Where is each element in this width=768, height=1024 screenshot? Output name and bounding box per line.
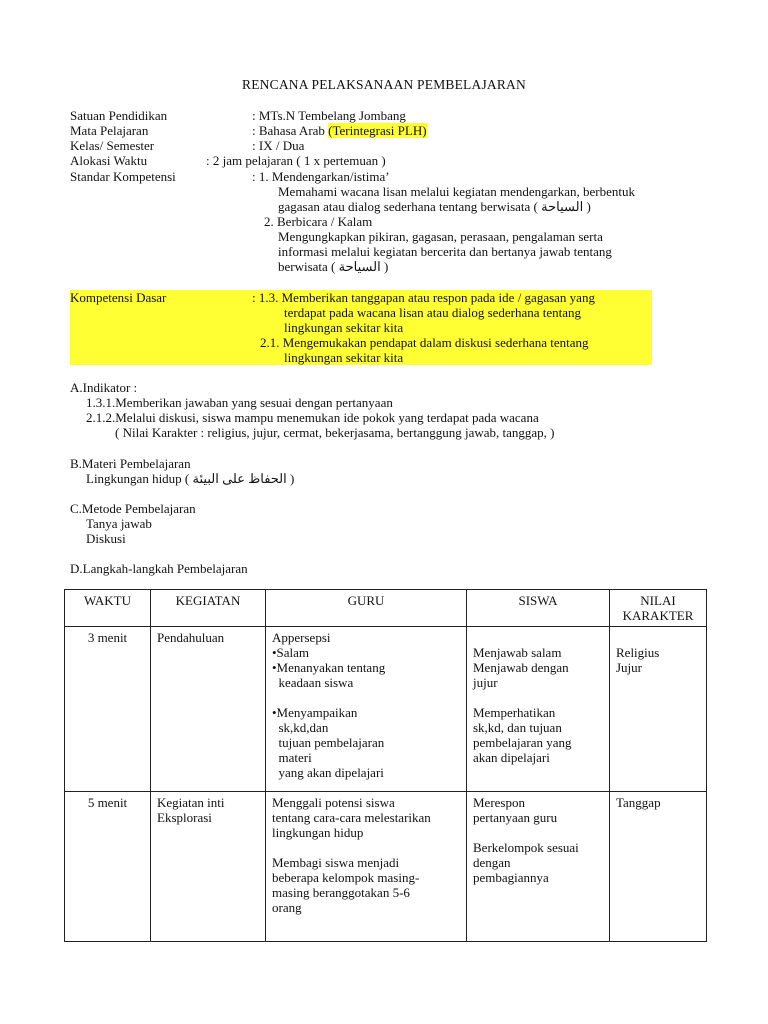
kd1-line: lingkungan sekitar kita (284, 320, 404, 335)
cell-line: Religius (616, 645, 660, 660)
page-title: RENCANA PELAKSANAAN PEMBELAJARAN (242, 77, 526, 92)
cell-line: Menggali potensi siswa (272, 795, 395, 810)
cell-line: lingkungan hidup (272, 825, 364, 840)
cell-line (473, 690, 603, 705)
cell-line: Menjawab dengan (473, 660, 569, 675)
satuan-value: : MTs.N Tembelang Jombang (252, 108, 406, 123)
cell-line: yang akan dipelajari (272, 765, 384, 780)
mapel-text: : Bahasa Arab (252, 123, 329, 138)
sk1-line: gagasan atau dialog sederhana tentang berwisata ( السياحة ) (278, 199, 591, 214)
cell-line: Appersepsi (272, 630, 331, 645)
cell-line: •Salam (272, 645, 310, 660)
metode-item: Tanya jawab (86, 516, 152, 531)
mapel-highlight: (Terintegrasi PLH) (328, 123, 427, 138)
kd2-line: 2.1. Mengemukakan pendapat dalam diskusi sederhana tentang (260, 335, 589, 350)
header-siswa: SISWA (467, 590, 610, 627)
row1-kegiatan: Pendahuluan (151, 627, 266, 792)
cell-line: Menjawab salam (473, 645, 562, 660)
cell-line (473, 825, 603, 840)
header-nilai (610, 590, 707, 627)
langkah-table (64, 589, 707, 942)
table-row (65, 627, 707, 792)
cell-line: tentang cara-cara melestarikan (272, 810, 431, 825)
sk2-line: berwisata ( السياحة ) (278, 259, 389, 274)
indikator-item: 2.1.2.Melalui diskusi, siswa mampu menemukan ide pokok yang terdapat pada wacana (86, 410, 539, 425)
mapel-value (252, 123, 427, 138)
cell-line: Jujur (616, 660, 642, 675)
table-row (65, 792, 707, 942)
satuan-label: Satuan Pendidikan (70, 108, 168, 123)
sk-label: Standar Kompetensi (70, 169, 176, 184)
cell-line: akan dipelajari (473, 750, 550, 765)
indikator-heading: A.Indikator : (70, 380, 138, 395)
table-header-row (65, 590, 707, 627)
mapel-label: Mata Pelajaran (70, 123, 149, 138)
cell-line: •Menyampaikan (272, 705, 358, 720)
cell-line: Berkelompok sesuai (473, 840, 579, 855)
nilai-karakter: ( Nilai Karakter : religius, jujur, cermat, bekerjasama, bertanggung jawab, tanggap, ) (115, 425, 555, 440)
row2-guru (266, 792, 467, 942)
sk2-line: Mengungkapkan pikiran, gagasan, perasaan, pengalaman serta (278, 229, 603, 244)
cell-line (272, 840, 460, 855)
cell-line: beberapa kelompok masing- (272, 870, 420, 885)
cell-line: jujur (473, 675, 498, 690)
cell-line: •Menanyakan tentang (272, 660, 386, 675)
cell-line: dengan (473, 855, 511, 870)
sk2-heading: 2. Berbicara / Kalam (264, 214, 373, 229)
row2-kegiatan (151, 792, 266, 942)
cell-line: materi (272, 750, 312, 765)
cell-line (272, 690, 460, 705)
row1-waktu: 3 menit (65, 627, 151, 792)
row2-siswa (467, 792, 610, 942)
metode-item: Diskusi (86, 531, 126, 546)
kd1-line: : 1.3. Memberikan tanggapan atau respon pada ide / gagasan yang (252, 290, 595, 305)
cell-line (473, 630, 603, 645)
cell-line: masing beranggotakan 5-6 (272, 885, 410, 900)
metode-heading: C.Metode Pembelajaran (70, 501, 196, 516)
kelas-label: Kelas/ Semester (70, 138, 155, 153)
header-kegiatan: KEGIATAN (151, 590, 266, 627)
cell-line: Tanggap (616, 795, 661, 810)
cell-line: sk,kd,dan (272, 720, 329, 735)
sk1-heading: : 1. Mendengarkan/istima’ (252, 169, 390, 184)
kd2-line: lingkungan sekitar kita (284, 350, 404, 365)
cell-line: pembelajaran yang (473, 735, 572, 750)
materi-content: Lingkungan hidup ( الحفاظ على البيئة ) (86, 471, 295, 486)
row2-nilai (610, 792, 707, 942)
header-nilai-line: KARAKTER (622, 608, 694, 623)
kelas-value: : IX / Dua (252, 138, 305, 153)
sk2-line: informasi melalui kegiatan bercerita dan bertanya jawab tentang (278, 244, 612, 259)
header-waktu: WAKTU (65, 590, 151, 627)
cell-line: pembagiannya (473, 870, 549, 885)
row1-nilai (610, 627, 707, 792)
cell-line: Memperhatikan (473, 705, 556, 720)
row2-waktu: 5 menit (65, 792, 151, 942)
cell-line: Eksplorasi (157, 810, 212, 825)
cell-line: Membagi siswa menjadi (272, 855, 400, 870)
kd-label: Kompetensi Dasar (70, 290, 167, 305)
cell-line: pertanyaan guru (473, 810, 558, 825)
cell-line: Merespon (473, 795, 525, 810)
header-guru: GURU (266, 590, 467, 627)
cell-line: tujuan pembelajaran (272, 735, 385, 750)
alokasi-value: : 2 jam pelajaran ( 1 x pertemuan ) (206, 153, 386, 168)
kd1-line: terdapat pada wacana lisan atau dialog sederhana tentang (284, 305, 582, 320)
cell-line: orang (272, 900, 302, 915)
header-nilai-line: NILAI (640, 593, 676, 608)
cell-line: keadaan siswa (272, 675, 354, 690)
cell-line: Kegiatan inti (157, 795, 225, 810)
row1-siswa (467, 627, 610, 792)
alokasi-label: Alokasi Waktu (70, 153, 148, 168)
langkah-heading: D.Langkah-langkah Pembelajaran (70, 561, 248, 576)
materi-heading: B.Materi Pembelajaran (70, 456, 191, 471)
indikator-item: 1.3.1.Memberikan jawaban yang sesuai dengan pertanyaan (86, 395, 393, 410)
cell-line: sk,kd, dan tujuan (473, 720, 562, 735)
row1-guru (266, 627, 467, 792)
sk1-line: Memahami wacana lisan melalui kegiatan mendengarkan, berbentuk (278, 184, 635, 199)
cell-line (616, 630, 700, 645)
